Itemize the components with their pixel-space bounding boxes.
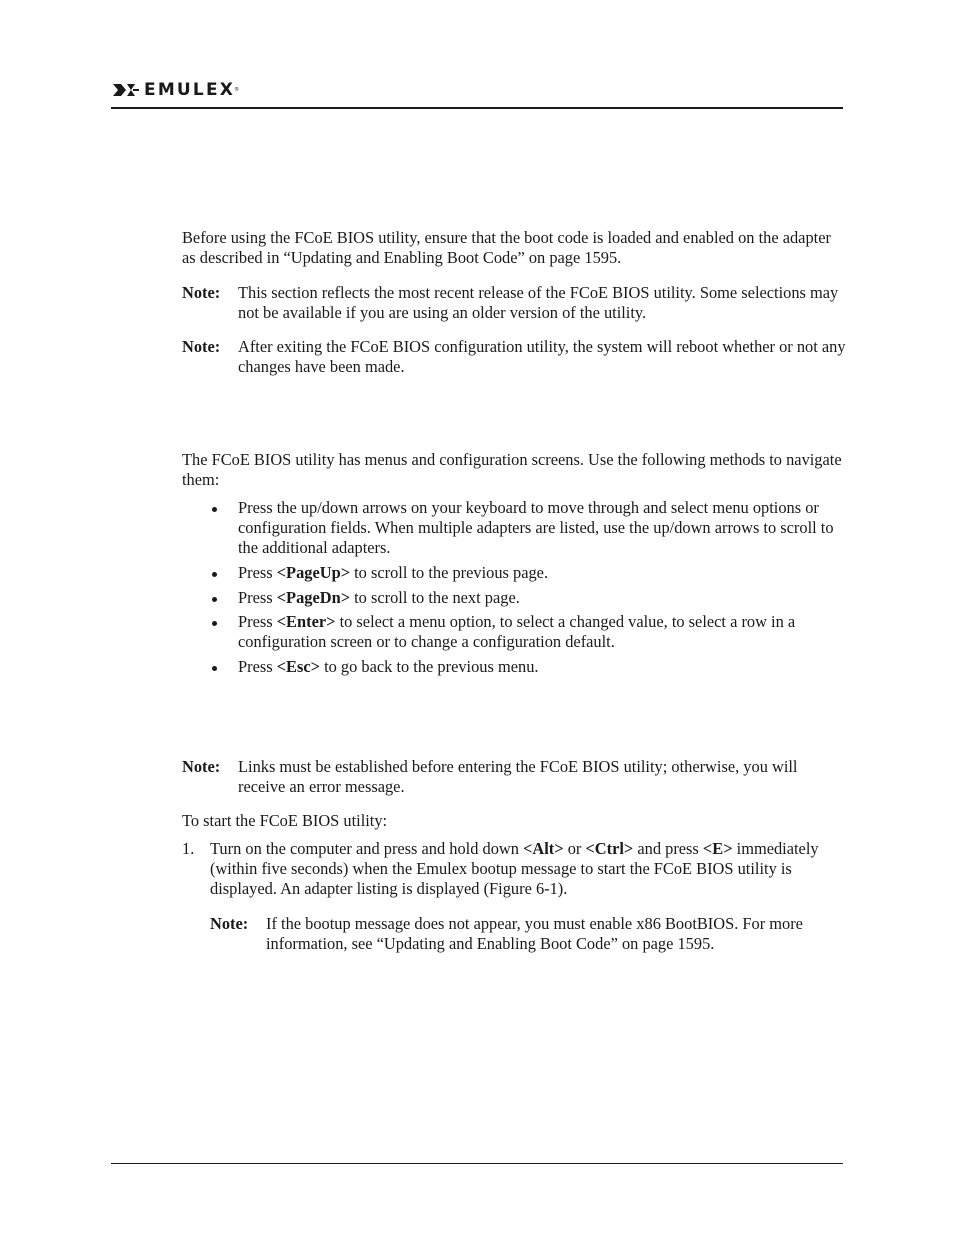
note-bootup-message	[210, 914, 847, 954]
note-label: Note:	[182, 337, 221, 356]
note-text: After exiting the FCoE BIOS configuration utility, the system will reboot whether or not any changes have been made.	[238, 337, 846, 376]
key-name: <E>	[702, 839, 733, 858]
key-name: <Ctrl>	[585, 839, 634, 858]
list-item: Press the up/down arrows on your keyboard to move through and select menu options or configuration fields. When multiple adapters are listed, use the up/down arrows to scroll to the additional adapters.	[182, 498, 847, 558]
navigation-intro: The FCoE BIOS utility has menus and configuration screens. Use the following methods to navigate them:	[182, 450, 842, 489]
note-text: If the bootup message does not appear, you must enable x86 BootBIOS. For more information, see “Updating and Enabling Boot Code” on page 1595.	[266, 914, 803, 953]
note-label: Note:	[182, 283, 221, 302]
footer-rule	[111, 1163, 843, 1164]
step-number: 1.	[182, 839, 195, 858]
start-intro: To start the FCoE BIOS utility:	[182, 811, 388, 830]
key-name: <PageDn>	[276, 588, 351, 607]
step-text: Turn on the computer and press and hold down <Alt> or <Ctrl> and press <E> immediately (within five seconds) when the Emulex bootup message to start the FCoE BIOS utility is displayed. An adapter listing is displayed (Figure 6-1).	[210, 839, 819, 898]
step-1	[182, 839, 847, 899]
key-name: <Esc>	[276, 657, 320, 676]
note-label: Note:	[210, 914, 249, 933]
note-links	[182, 757, 847, 797]
list-item: Press <Esc> to go back to the previous menu.	[182, 657, 847, 677]
trademark: ®	[234, 87, 240, 93]
key-name: <Enter>	[276, 612, 336, 631]
key-name: <Alt>	[523, 839, 564, 858]
list-item: Press <PageUp> to scroll to the previous page.	[182, 563, 847, 583]
header-rule	[111, 107, 843, 109]
note-text: Links must be established before entering the FCoE BIOS utility; otherwise, you will receive an error message.	[238, 757, 798, 796]
list-item: Press <Enter> to select a menu option, to select a changed value, to select a row in a configuration screen or to change a configuration default.	[182, 612, 847, 652]
note-reboot	[182, 337, 847, 377]
note-recent-release	[182, 283, 847, 323]
emulex-logo-icon	[111, 82, 139, 98]
intro-paragraph: Before using the FCoE BIOS utility, ensure that the boot code is loaded and enabled on the adapter as described in “Updating and Enabling Boot Code” on page 1595.	[182, 228, 831, 267]
key-name: <PageUp>	[276, 563, 351, 582]
emulex-logo	[111, 80, 239, 100]
emulex-wordmark: EMULEX	[144, 80, 236, 100]
note-text: This section reflects the most recent release of the FCoE BIOS utility. Some selections may not be available if you are using an older version of the utility.	[238, 283, 839, 322]
note-label: Note:	[182, 757, 221, 776]
list-item: Press <PageDn> to scroll to the next page.	[182, 588, 847, 608]
